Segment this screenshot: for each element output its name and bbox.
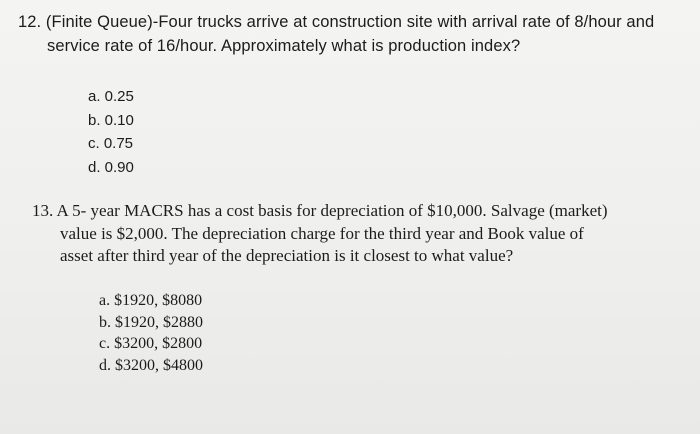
question-13-option-d: d. $3200, $4800: [99, 356, 203, 374]
question-13-text-line-2: value is $2,000. The depreciation charge for the third year and Book value of: [60, 223, 584, 243]
question-12-option-b: b. 0.10: [88, 111, 134, 129]
question-12-option-c: c. 0.75: [88, 135, 134, 152]
question-12-option-a: a. 0.25: [88, 88, 134, 105]
question-13-option-c: c. $3200, $2800: [99, 335, 203, 352]
question-13-text-line-3: asset after third year of the depreciation is it closest to what value?: [60, 246, 514, 265]
question-13-option-b: b. $1920, $2880: [99, 313, 203, 331]
question-13-option-a: a. $1920, $8080: [99, 292, 203, 309]
question-12-option-d: d. 0.90: [88, 158, 134, 176]
question-12-options: [88, 85, 134, 179]
question-13-options: [99, 290, 203, 376]
question-13: [32, 200, 692, 268]
question-12-text-line-1: 12. (Finite Queue)-Four trucks arrive at construction site with arrival rate of 8/hour and: [18, 13, 655, 31]
question-13-text-line-1: 13. A 5- year MACRS has a cost basis for depreciation of $10,000. Salvage (market): [32, 201, 608, 220]
question-12: [18, 10, 688, 58]
question-12-text-line-2: service rate of 16/hour. Approximately what is production index?: [47, 37, 521, 55]
